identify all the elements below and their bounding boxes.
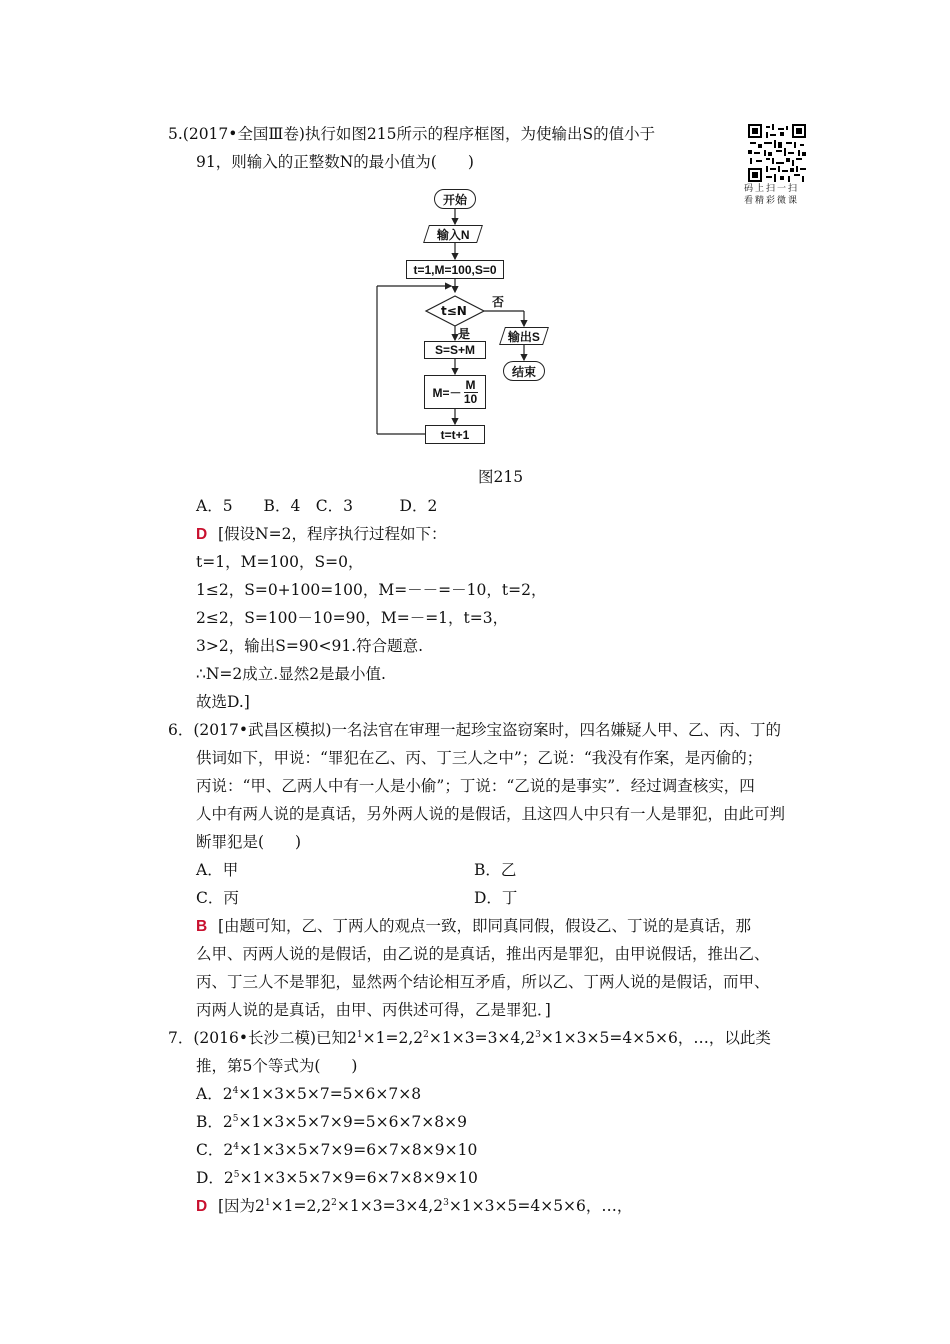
q7-option-c-post: ×1×3×5×7×9=6×7×8×9×10 [238, 1141, 478, 1159]
q7-option-a-post: ×1×3×5×7=5×6×7×8 [238, 1085, 422, 1103]
q7-solution-sup2: 2 [331, 1197, 337, 1208]
q7-option-d-post: ×1×3×5×7×9=6×7×8×9×10 [239, 1169, 478, 1187]
q5-solution-line3: 1≤2，S=0+100=100，M=－－=－10，t=2， [196, 581, 547, 599]
q6-solution-line3: 丙、丁三人不是罪犯，显然两个结论相互矛盾，所以乙、丁两人说的是假话，而甲、 [196, 973, 770, 991]
q7-stem-line1 [168, 1028, 771, 1048]
flowchart-start: 开始 [434, 189, 476, 209]
q7-solution-c: ×1×3=3×4,2 [336, 1197, 444, 1215]
q7-sup2: 2 [423, 1029, 429, 1040]
q7-text-a: 7．(2016•长沙二模)已知2 [168, 1029, 357, 1047]
q7-solution-d: ×1×3×5=4×5×6，…， [448, 1197, 633, 1215]
flowchart-step-m-lhs: M=－ [432, 385, 462, 400]
q6-stem-line1: 6．(2017•武昌区模拟)一名法官在审理一起珍宝盗窃案时，四名嫌疑人甲、乙、丙、丁的 [168, 721, 782, 739]
flowchart-output-label: 输出S [507, 329, 540, 344]
q7-option-b [196, 1112, 467, 1132]
flowchart-fraction [464, 379, 478, 406]
q6-stem-line3: 丙说：“甲、乙两人中有一人是小偷”；丁说：“乙说的是事实”．经过调查核实，四 [196, 777, 755, 795]
q5-stem-line2: 91，则输入的正整数N的最小值为( ) [196, 153, 474, 171]
q7-option-d-pre: D．2 [196, 1169, 234, 1187]
flowchart-condition: t≤N [441, 304, 467, 318]
flowchart-step-sum: S=S+M [424, 341, 486, 359]
q6-option-d: D．丁 [474, 889, 518, 907]
q5-solution-line7: 故选D.] [196, 693, 250, 711]
q5-options: A．5 B．4 C．3 D．2 [196, 497, 438, 515]
q5-solution-line5: 3>2，输出S=90<91.符合题意. [196, 637, 424, 655]
flowchart-no-label: 否 [492, 295, 505, 309]
q6-stem-line4: 人中有两人说的是真话，另外两人说的是假话，且这四人中只有一人是罪犯，由此可判 [196, 805, 786, 823]
q5-solution-line2: t=1，M=100，S=0， [196, 553, 364, 571]
q7-solution-line1 [196, 1196, 632, 1217]
flowchart [370, 185, 570, 450]
flowchart-fraction-num: M [465, 377, 476, 392]
flowchart-yes-label: 是 [458, 327, 471, 341]
q5-solution-line1 [196, 524, 446, 545]
q7-option-c-pre: C．2 [196, 1141, 234, 1159]
q6-stem-line5: 断罪犯是( ) [196, 833, 302, 851]
q7-option-b-post: ×1×3×5×7×9=5×6×7×8×9 [238, 1113, 467, 1131]
q6-option-c: C．丙 [196, 889, 239, 907]
q7-option-c [196, 1140, 477, 1160]
flowchart-fraction-den: 10 [463, 391, 478, 406]
q7-option-d [196, 1168, 478, 1188]
q6-option-a: A．甲 [196, 861, 239, 879]
q5-solution-text1: [假设N=2，程序执行过程如下： [218, 525, 447, 543]
q6-solution-line1 [196, 916, 751, 937]
qr-code-icon [748, 124, 806, 182]
q7-sup3: 3 [535, 1029, 541, 1040]
qr-caption-line2: 看精彩微课 [744, 196, 800, 206]
flowchart-step-m [424, 375, 486, 409]
q7-option-a [196, 1084, 421, 1104]
q7-solution-b: ×1=2,2 [270, 1197, 332, 1215]
q5-solution-line6: ∴N=2成立.显然2是最小值. [196, 665, 386, 683]
qr-caption-line1: 码上扫一扫 [744, 184, 800, 194]
q7-option-c-sup: 4 [233, 1141, 239, 1152]
q7-text-b: ×1=2,2 [362, 1029, 424, 1047]
flowchart-end: 结束 [503, 361, 545, 381]
q7-solution-sup1: 1 [264, 1197, 271, 1208]
q5-solution-line4: 2≤2，S=100－10=90，M=－=1，t=3， [196, 609, 509, 627]
flowchart-input [423, 225, 483, 243]
q7-text-c: ×1×3=3×4,2 [428, 1029, 536, 1047]
flowchart-step-t: t=t+1 [425, 425, 485, 444]
q6-solution-line2: 么甲、丙两人说的是假话，由乙说的是真话，推出丙是罪犯，由甲说假话，推出乙、 [196, 945, 770, 963]
flowchart-output [499, 327, 549, 345]
q6-solution-text1: [由题可知，乙、丁两人的观点一致，即同真同假，假设乙、丁说的是真话，那 [218, 917, 752, 935]
flowchart-init: t=1,M=100,S=0 [406, 260, 504, 279]
q7-answer-letter: D [196, 1198, 208, 1215]
q7-solution-a: [因为2 [218, 1197, 265, 1215]
q7-option-a-sup: 4 [232, 1085, 239, 1096]
q7-sup1: 1 [356, 1029, 363, 1040]
q7-option-b-pre: B．2 [196, 1113, 233, 1131]
q7-stem-line2: 推，第5个等式为( ) [196, 1057, 358, 1075]
q7-text-d: ×1×3×5=4×5×6，…，以此类 [540, 1029, 771, 1047]
q5-figure-caption: 图215 [478, 468, 524, 486]
q7-option-b-sup: 5 [232, 1113, 239, 1124]
q5-stem-line1: 5.(2017•全国Ⅲ卷)执行如图215所示的程序框图，为使输出S的值小于 [168, 125, 656, 143]
q5-answer-letter: D [196, 526, 208, 543]
q7-solution-sup3: 3 [443, 1197, 449, 1208]
q6-answer-letter: B [196, 918, 208, 935]
q6-solution-line4: 丙两人说的是真话，由甲、丙供述可得，乙是罪犯．] [196, 1001, 551, 1019]
q7-option-a-pre: A．2 [196, 1085, 233, 1103]
flowchart-input-label: 输入N [436, 227, 470, 242]
q7-option-d-sup: 5 [233, 1169, 240, 1180]
q6-option-b: B．乙 [474, 861, 517, 879]
q6-stem-line2: 供词如下，甲说：“罪犯在乙、丙、丁三人之中”；乙说：“我没有作案，是丙偷的； [196, 749, 763, 767]
